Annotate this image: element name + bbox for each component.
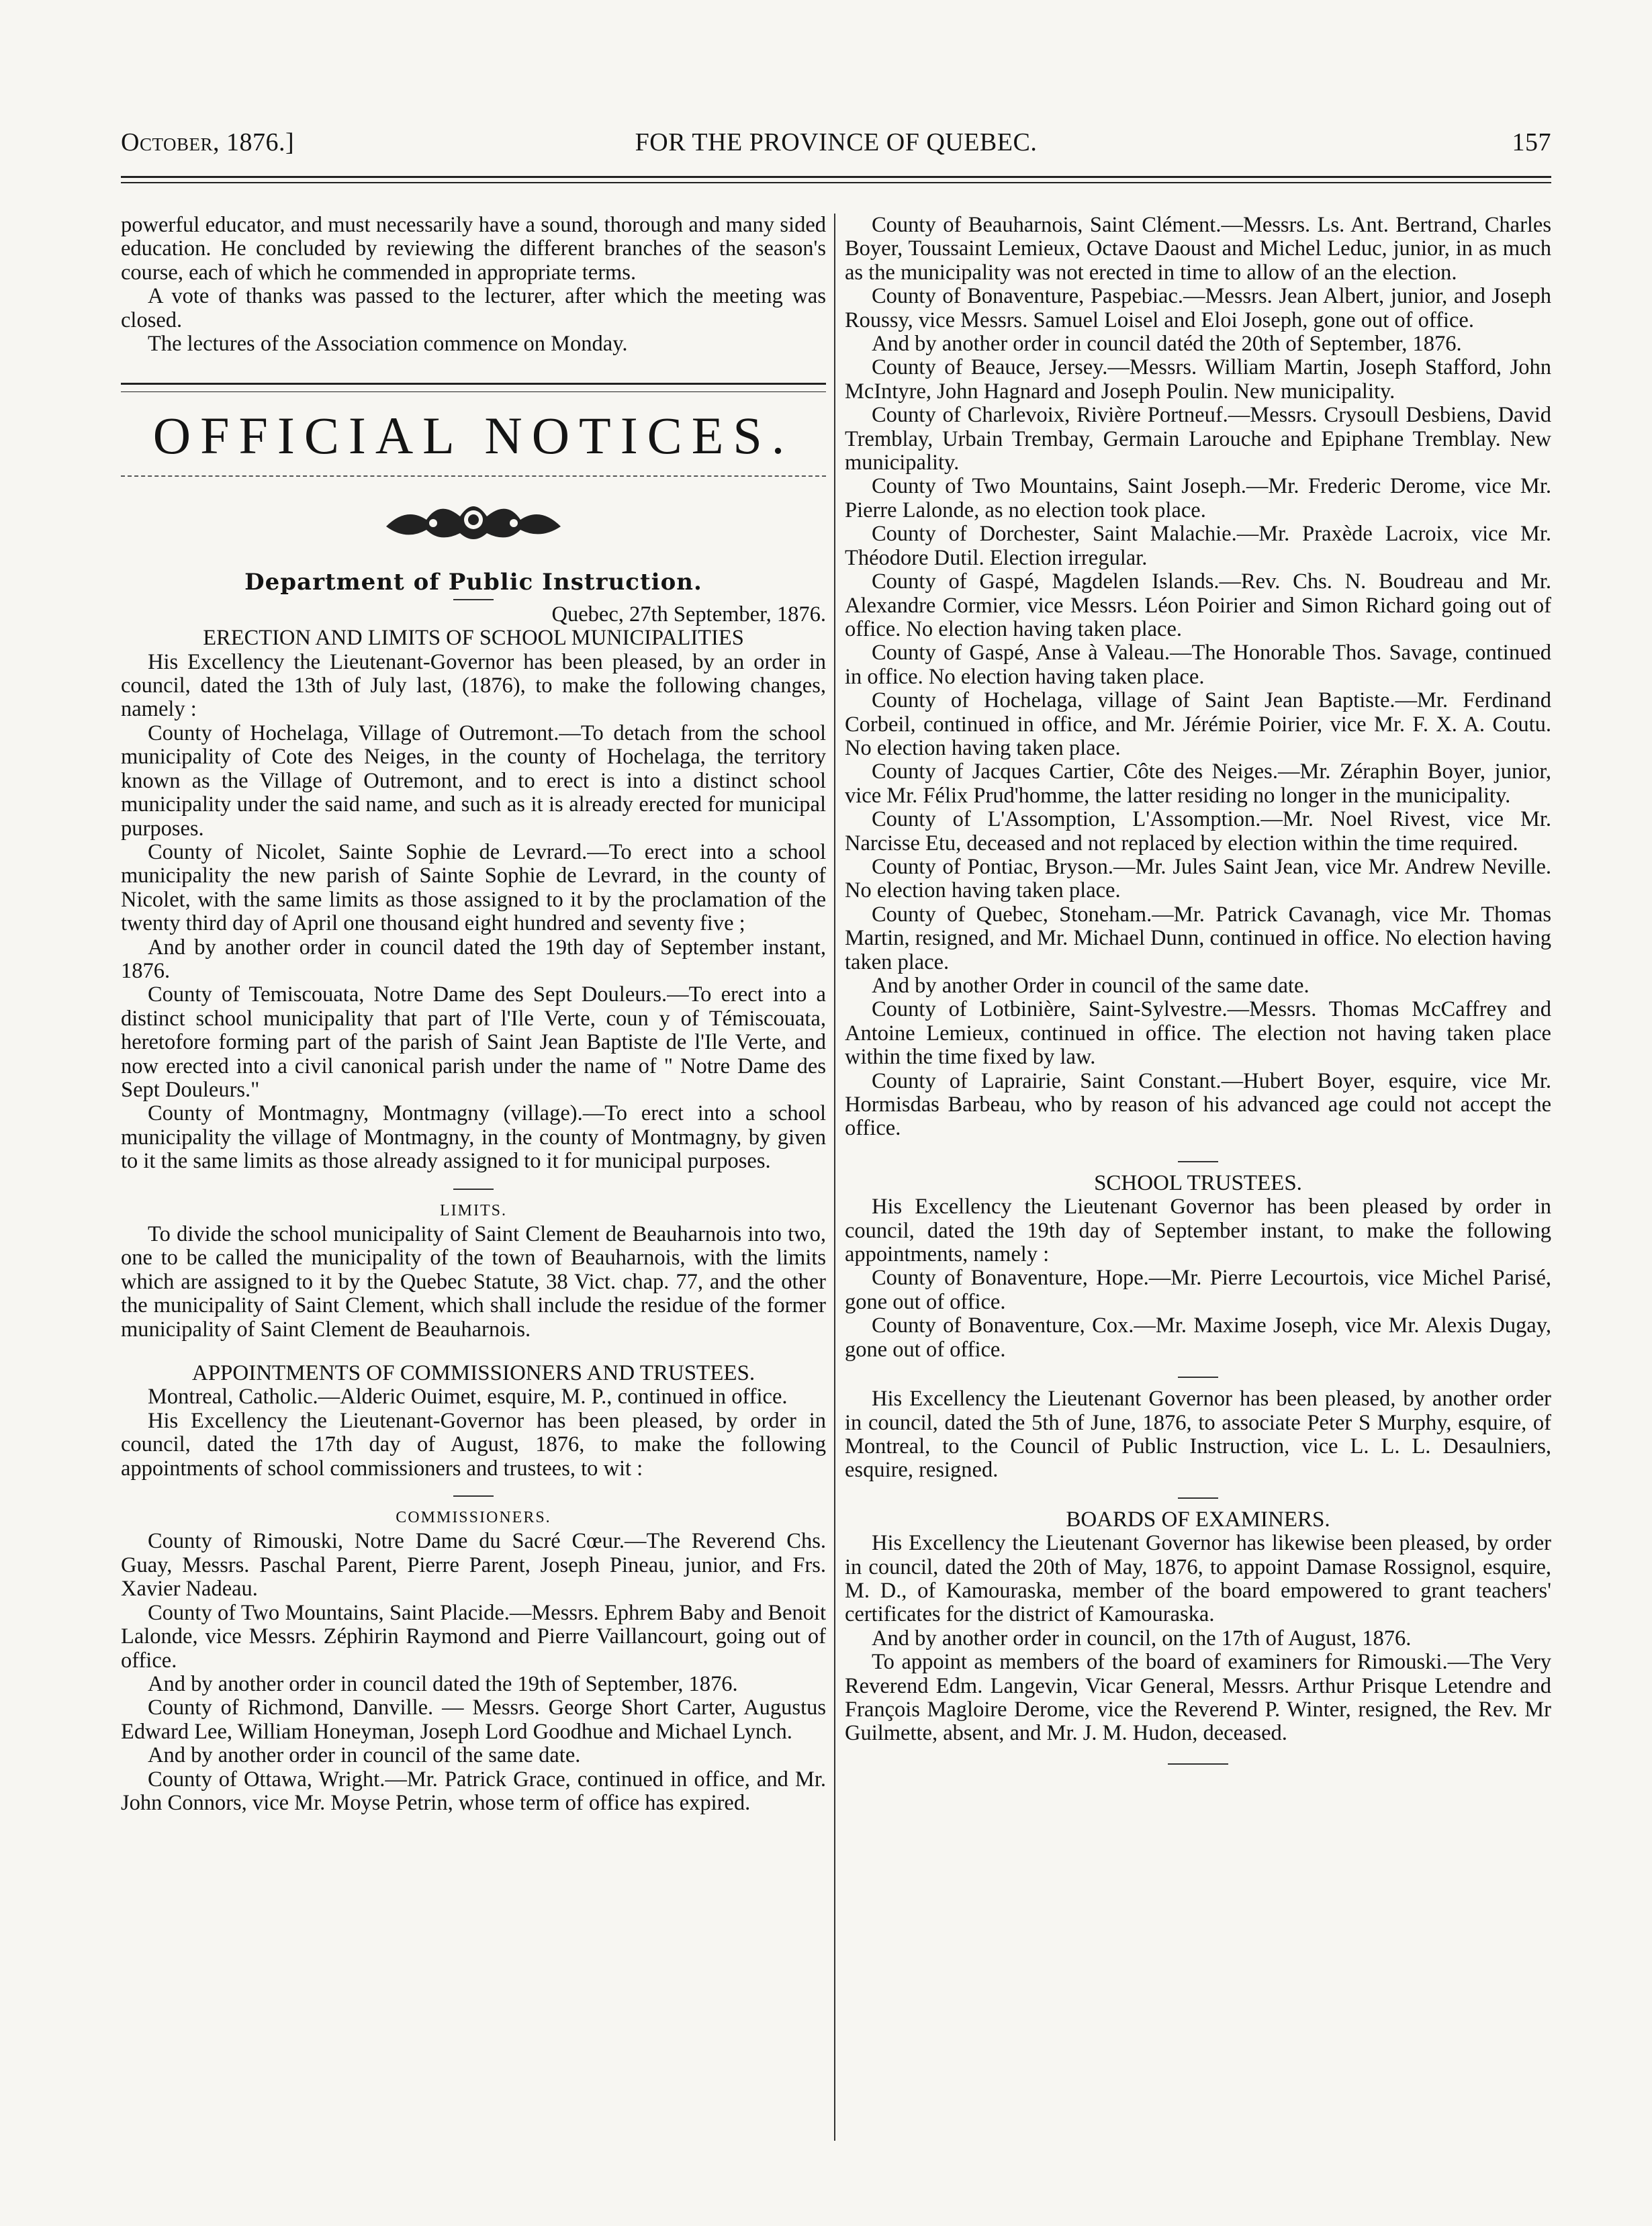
- intro-paragraph: The lectures of the Association commence on Monday.: [148, 332, 628, 357]
- short-rule: [453, 1495, 494, 1497]
- commissioners-paragraph: County of Two Mountains, Saint Joseph.—Mr. Frederic Derome, vice Mr. Pierre Lalonde, as no election took place.: [845, 474, 1551, 522]
- ornament-icon: [379, 493, 567, 547]
- erection-paragraph: County of Montmagny, Montmagny (village).—To erect into a school municipality the village of Montmagny, in the county of Montmagny, by given to it the same limits as those already assigned to it for municipal purposes.: [121, 1101, 826, 1174]
- commissioners-paragraph: County of Rimouski, Notre Dame du Sacré Cœur.—The Reverend Chs. Guay, Messrs. Paschal Parent, Pierre Parent, Joseph Pineau, junior, and Frs. Xavier Nadeau.: [121, 1529, 826, 1602]
- limits-paragraph: To divide the school municipality of Saint Clement de Beauharnois into two, one to be called the municipality of the town of Beauharnois, with the limits which are assigned to it by the Quebec Statute, 38 Vict. chap. 77, and the other the municipality of Saint Clement, which shall include the residue of the former municipality of Saint Clement de Beauharnois.: [121, 1222, 826, 1342]
- erection-paragraph: And by another order in council dated the 19th day of September instant, 1876.: [121, 935, 826, 983]
- commissioners-paragraph: County of Ottawa, Wright.—Mr. Patrick Grace, continued in office, and Mr. John Connors, vice Mr. Moyse Petrin, whose term of office has expired.: [121, 1767, 826, 1815]
- commissioners-paragraph: County of Quebec, Stoneham.—Mr. Patrick Cavanagh, vice Mr. Thomas Martin, resigned, and Mr. Michael Dunn, continued in office. No election having taken place.: [845, 902, 1551, 974]
- school-trustees-heading: SCHOOL TRUSTEES.: [1094, 1170, 1302, 1195]
- school-trustees-paragraph: County of Bonaventure, Cox.—Mr. Maxime Joseph, vice Mr. Alexis Dugay, gone out of office.: [845, 1313, 1551, 1362]
- commissioners-paragraph: County of Hochelaga, village of Saint Jean Baptiste.—Mr. Ferdinand Corbeil, continued in office, and Mr. Jérémie Poirier, vice Mr. F. X. A. Coutu. No election having taken place.: [845, 688, 1551, 760]
- commissioners-paragraph: County of Pontiac, Bryson.—Mr. Jules Saint Jean, vice Mr. Andrew Neville. No election having taken place.: [845, 854, 1551, 903]
- header-title: FOR THE PROVINCE OF QUEBEC.: [635, 128, 1038, 156]
- intro-paragraph: powerful educator, and must necessarily have a sound, thorough and many sided education. He concluded by reviewing the different branches of the season's course, each of which he commended in appropriate terms.: [121, 213, 826, 285]
- commissioners-paragraph: County of Bonaventure, Paspebiac.—Messrs. Jean Albert, junior, and Joseph Roussy, vice Messrs. Samuel Loisel and Eloi Joseph, gone out of office.: [845, 284, 1551, 332]
- boards-paragraph: To appoint as members of the board of examiners for Rimouski.—The Very Reverend Edm. Langevin, Vicar General, Messrs. Arthur Prisque Letendre and François Magloire Derome, vice the Reverend P. Winter, resigned, the Rev. Mr Guilmette, absent, and Mr. J. M. Hudon, deceased.: [845, 1650, 1551, 1746]
- commissioners-paragraph: County of Jacques Cartier, Côte des Neiges.—Mr. Zéraphin Boyer, junior, vice Mr. Félix Prud'homme, the latter residing no longer in the municipality.: [845, 759, 1551, 808]
- short-rule: [1178, 1377, 1218, 1378]
- dateline: Quebec, 27th September, 1876.: [551, 602, 826, 627]
- column-divider: [834, 214, 835, 2141]
- commissioners-paragraph: And by another Order in council of the same date.: [872, 974, 1310, 998]
- commissioners-paragraph: County of Laprairie, Saint Constant.—Hubert Boyer, esquire, vice Mr. Hormisdas Barbeau, who by reason of his advanced age could not accept the office.: [845, 1068, 1551, 1141]
- commissioners-paragraph: County of Two Mountains, Saint Placide.—Messrs. Ephrem Baby and Benoit Lalonde, vice Messrs. Zéphirin Raymond and Pierre Vaillancourt, going out of office.: [121, 1600, 826, 1673]
- school-trustees-paragraph: County of Bonaventure, Hope.—Mr. Pierre Lecourtois, vice Michel Parisé, gone out of office.: [845, 1266, 1551, 1314]
- commissioners-paragraph: And by another order in council of the same date.: [148, 1743, 581, 1768]
- left-column: [121, 214, 826, 1815]
- council-paragraph: His Excellency the Lieutenant Governor has been pleased, by another order in council, dated the 5th of June, 1876, to associate Peter S Murphy, esquire, of Montreal, to the Council of Public Instruction, vice L. L. L. Desaulniers, esquire, resigned.: [845, 1387, 1551, 1483]
- commissioners-paragraph: And by another order in council dated the 19th of September, 1876.: [148, 1671, 738, 1696]
- short-rule: [1178, 1161, 1218, 1162]
- short-rule: [1168, 1763, 1228, 1765]
- appointments-paragraph: Montreal, Catholic.—Alderic Ouimet, esquire, M. P., continued in office.: [148, 1385, 788, 1409]
- appointments-heading: APPOINTMENTS OF COMMISSIONERS AND TRUSTEES.: [191, 1361, 755, 1386]
- erection-paragraph: His Excellency the Lieutenant-Governor has been pleased, by an order in council, dated the 13th of July last, (1876), to make the following changes, namely :: [121, 649, 826, 722]
- commissioners-paragraph: County of Lotbinière, Saint-Sylvestre.—Messrs. Thomas McCaffrey and Antoine Lemieux, continued in office. The election not having taken place within the time fixed by law.: [845, 997, 1551, 1070]
- short-rule: [1178, 1497, 1218, 1499]
- commissioners-paragraph: County of Richmond, Danville. — Messrs. George Short Carter, Augustus Edward Lee, William Honeyman, Joseph Lord Goodhue and Michael Lynch.: [121, 1696, 826, 1744]
- commissioners-paragraph: County of Beauce, Jersey.—Messrs. William Martin, Joseph Stafford, John McIntyre, John Hagnard and Joseph Poulin. New municipality.: [845, 355, 1551, 404]
- limits-heading: LIMITS.: [440, 1201, 507, 1219]
- boards-heading: BOARDS OF EXAMINERS.: [1066, 1507, 1330, 1532]
- commissioners-heading: COMMISSIONERS.: [396, 1509, 551, 1527]
- commissioners-paragraph: County of Gaspé, Magdelen Islands.—Rev. Chs. N. Boudreau and Mr. Alexandre Cormier, vice Messrs. Léon Poirier and Simon Richard going out of office. No election having taken place.: [845, 569, 1551, 641]
- right-column: [845, 214, 1551, 1774]
- commissioners-paragraph: County of Beauharnois, Saint Clément.—Messrs. Ls. Ant. Bertrand, Charles Boyer, Toussaint Lemieux, Octave Daoust and Michel Leduc, junior, in as much as the municipality was not erected in time to allow of an the election.: [845, 213, 1551, 285]
- commissioners-paragraph: County of Charlevoix, Rivière Portneuf.—Messrs. Crysoull Desbiens, David Tremblay, Urbain Trembay, Germain Larouche and Epiphane Tremblay. New municipality.: [845, 403, 1551, 475]
- erection-paragraph: County of Nicolet, Sainte Sophie de Levrard.—To erect into a school municipality the new parish of Sainte Sophie de Levrard, in the county of Nicolet, with the same limits as those assigned to it by the proclamation of the twenty third day of April one thousand eight hundred and seventy five ;: [121, 839, 826, 936]
- erection-paragraph: County of Temiscouata, Notre Dame des Sept Douleurs.—To erect into a distinct school municipality that part of l'Ile Verte, coun y of Témiscouata, heretofore forming part of the parish of Saint Jean Baptiste de l'Ile Verte, and now erected into a civil canonical parish under the name of " Notre Dame des Sept Douleurs.": [121, 982, 826, 1102]
- intro-paragraph: A vote of thanks was passed to the lecturer, after which the meeting was closed.: [121, 284, 826, 332]
- boards-paragraph: And by another order in council, on the 17th of August, 1876.: [872, 1626, 1412, 1651]
- boards-paragraph: His Excellency the Lieutenant Governor has likewise been pleased, by order in council, dated the 20th of May, 1876, to appoint Damase Rossignol, esquire, M. D., of Kamouraska, member of the board empowered to grant teachers' certificates for the district of Kamouraska.: [845, 1531, 1551, 1627]
- commissioners-paragraph: County of Dorchester, Saint Malachie.—Mr. Praxède Lacroix, vice Mr. Théodore Dutil. Election irregular.: [845, 522, 1551, 570]
- running-header: [121, 121, 1551, 161]
- school-trustees-paragraph: His Excellency the Lieutenant Governor has been pleased by order in council, dated the 19th day of September instant, to make the following appointments, namely :: [845, 1195, 1551, 1267]
- short-rule: [453, 1189, 494, 1190]
- header-date: October, 1876.]: [121, 128, 295, 156]
- commissioners-paragraph: County of Gaspé, Anse à Valeau.—The Honorable Thos. Savage, continued in office. No election having taken place.: [845, 641, 1551, 689]
- commissioners-paragraph: And by another order in council datéd the 20th of September, 1876.: [872, 332, 1462, 357]
- appointments-paragraph: His Excellency the Lieutenant-Governor has been pleased, by order in council, dated the 17th day of August, 1876, to make the following appointments of school commissioners and trustees, to wit :: [121, 1408, 826, 1481]
- header-rule: [121, 176, 1551, 183]
- official-notices-title: OFFICIAL NOTICES.: [152, 406, 794, 465]
- page-number: 157: [1512, 128, 1551, 156]
- erection-paragraph: County of Hochelaga, Village of Outremont.—To detach from the school municipality of Cote des Neiges, in the county of Hochelaga, the territory known as the Village of Outremont, and to erect is into a distinct school municipality under the said name, and such as it is already erected for municipal purposes.: [121, 721, 826, 841]
- department-title: Department of Public Instruction.: [244, 569, 702, 596]
- erection-heading: ERECTION AND LIMITS OF SCHOOL MUNICIPALITIES: [203, 626, 744, 651]
- section-rule: [121, 383, 826, 392]
- dashed-rule: [121, 475, 826, 477]
- commissioners-paragraph: County of L'Assomption, L'Assomption.—Mr. Noel Rivest, vice Mr. Narcisse Etu, deceased and not replaced by election within the time required.: [845, 807, 1551, 855]
- short-rule: [453, 599, 494, 600]
